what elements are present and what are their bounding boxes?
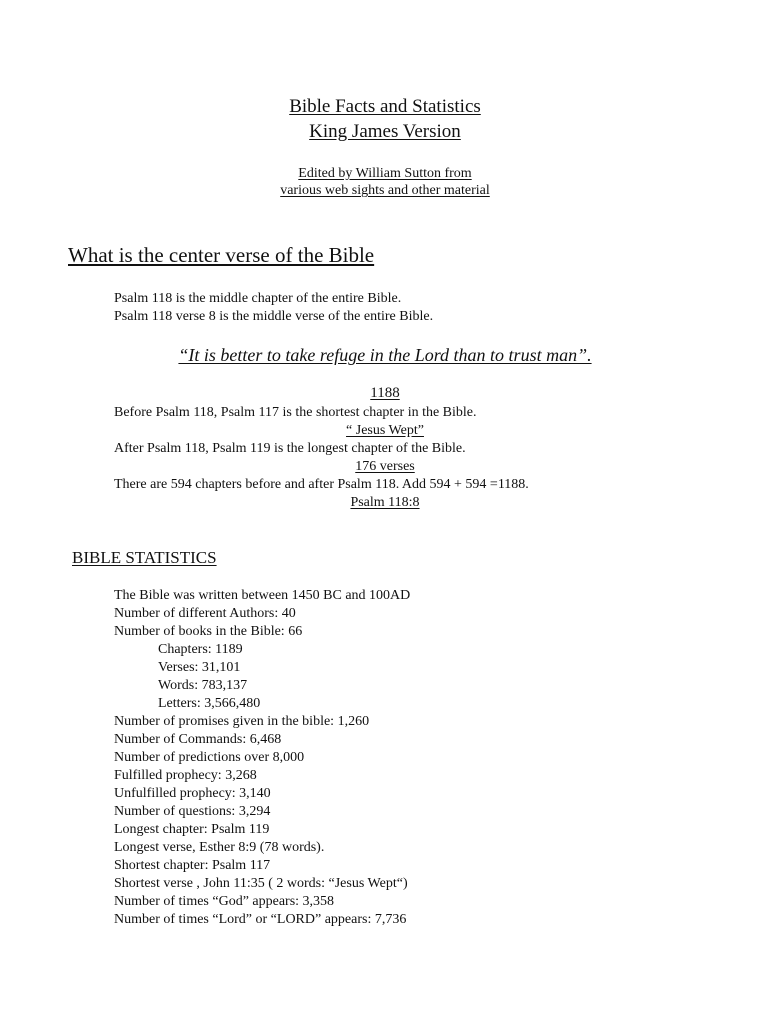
chapters-text: There are 594 chapters before and after Psalm 118. Add 594 + 594 =1188. xyxy=(114,477,529,492)
stat-line: Number of different Authors: 40 xyxy=(114,606,296,621)
stat-line: Number of times “Lord” or “LORD” appears: 7,736 xyxy=(114,912,407,927)
stat-line: Shortest chapter: Psalm 117 xyxy=(114,858,271,873)
stat-line: Longest verse, Esther 8:9 (78 words). xyxy=(114,840,325,855)
stat-line: The Bible was written between 1450 BC and 100AD xyxy=(114,588,411,603)
before-psalm-text: Before Psalm 118, Psalm 117 is the shortest chapter in the Bible. xyxy=(114,405,477,420)
number-1188: 1188 xyxy=(370,385,400,401)
verses-176-label: 176 verses xyxy=(355,459,415,474)
stat-line: Fulfilled prophecy: 3,268 xyxy=(114,768,257,783)
intro-line: Psalm 118 verse 8 is the middle verse of the entire Bible. xyxy=(114,309,434,324)
stat-sub-line: Verses: 31,101 xyxy=(158,660,241,675)
stat-sub-line: Chapters: 1189 xyxy=(158,642,243,657)
editor-credit-source: various web sights and other material xyxy=(280,183,490,198)
stat-sub-line: Letters: 3,566,480 xyxy=(158,696,261,711)
stat-line: Number of questions: 3,294 xyxy=(114,804,271,819)
statistics-heading: BIBLE STATISTICS xyxy=(72,548,217,567)
center-verse-quote: “It is better to take refuge in the Lord than to trust man”. xyxy=(178,345,592,365)
stat-line: Unfulfilled prophecy: 3,140 xyxy=(114,786,271,801)
stat-line: Number of Commands: 6,468 xyxy=(114,732,282,747)
stat-line: Number of times “God” appears: 3,358 xyxy=(114,894,335,909)
stat-line: Longest chapter: Psalm 119 xyxy=(114,822,270,837)
psalm-reference: Psalm 118:8 xyxy=(350,495,420,510)
document-title: Bible Facts and Statistics xyxy=(289,96,481,117)
stat-line: Number of predictions over 8,000 xyxy=(114,750,305,765)
editor-credit: Edited by William Sutton from xyxy=(298,166,472,181)
stat-sub-line: Words: 783,137 xyxy=(158,678,248,693)
stat-line: Number of promises given in the bible: 1,260 xyxy=(114,714,370,729)
jesus-wept-label: “ Jesus Wept” xyxy=(346,423,424,438)
stat-line: Shortest verse , John 11:35 ( 2 words: “Jesus Wept“) xyxy=(114,876,408,891)
after-psalm-text: After Psalm 118, Psalm 119 is the longest chapter of the Bible. xyxy=(114,441,466,456)
document-subtitle: King James Version xyxy=(309,121,461,142)
center-verse-heading: What is the center verse of the Bible xyxy=(68,243,375,267)
stat-line: Number of books in the Bible: 66 xyxy=(114,624,303,639)
intro-line: Psalm 118 is the middle chapter of the entire Bible. xyxy=(114,291,402,306)
